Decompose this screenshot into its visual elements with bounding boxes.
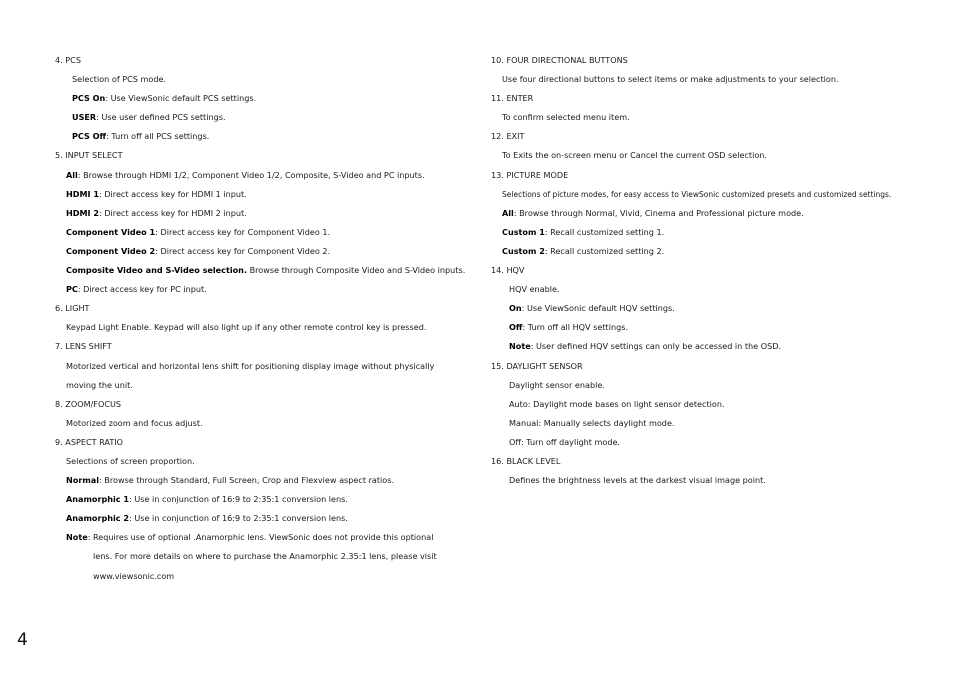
body-line [55,242,470,261]
section-heading [491,127,931,146]
term-label: All [502,207,514,218]
term-label: All [66,169,78,180]
line-text: lens. For more details on where to purchase the Anamorphic 2.35:1 lens, please visit [93,551,437,562]
body-line [55,357,470,376]
body-line [55,89,470,108]
term-label: Custom 1 [502,226,545,237]
body-line [491,280,931,299]
line-text: 12. EXIT [491,131,525,142]
term-label: Anamorphic 1 [66,494,130,505]
line-text: Motorized zoom and focus adjust. [66,417,203,428]
line-text: : User defined HQV settings can only be accessed in the OSD. [530,341,782,352]
line-text: : Direct access key for PC input. [77,284,207,295]
line-text: HQV enable. [509,284,560,295]
body-line [55,452,470,471]
line-text: : Browse through Normal, Vivid, Cinema and Professional picture mode. [513,207,804,218]
right-column [491,51,931,490]
line-text: : Use user defined PCS settings. [96,112,226,123]
section-heading [491,452,931,471]
body-line [55,490,470,509]
line-text: : Recall customized setting 2. [544,245,665,256]
body-line [491,204,931,223]
left-column [55,51,470,586]
term-label: On [509,303,522,314]
body-line [491,223,931,242]
line-text: : Use ViewSonic default PCS settings. [105,93,257,104]
body-line [55,261,470,280]
body-line [55,166,470,185]
body-line [55,127,470,146]
line-text: : Use ViewSonic default HQV settings. [521,303,675,314]
line-text: : Use in conjunction of 16:9 to 2:35:1 conversion lens. [129,494,348,505]
body-line [491,242,931,261]
body-line [491,108,931,127]
line-text: Selection of PCS mode. [72,74,167,85]
body-line [55,547,470,566]
term-label: HDMI 2 [66,207,100,218]
section-heading [491,51,931,70]
line-text: : Direct access key for Component Video 2. [155,245,331,256]
term-label: PCS On [72,93,106,104]
line-text: : Browse through Standard, Full Screen, Crop and Flexview aspect ratios. [99,475,395,486]
section-heading [491,261,931,280]
term-label: USER [72,112,97,123]
body-line [491,376,931,395]
line-text: Defines the brightness levels at the darkest visual image point. [509,475,766,486]
body-line [55,108,470,127]
term-label: Normal [66,475,99,486]
body-line [55,567,470,586]
body-line [491,70,931,89]
line-text: Off: Turn off daylight mode. [509,436,621,447]
line-text: To confirm selected menu item. [502,112,630,123]
section-heading [55,299,470,318]
line-text: 5. INPUT SELECT [55,150,123,161]
body-line [55,528,470,547]
line-text: 6. LIGHT [55,303,90,314]
line-text: 14. HQV [491,265,525,276]
body-line [55,185,470,204]
line-text: : Use in conjunction of 16:9 to 2:35:1 conversion lens. [129,513,348,524]
section-heading [491,166,931,185]
term-label: PC [66,284,78,295]
section-heading [55,146,470,165]
body-line [55,223,470,242]
line-text: Daylight sensor enable. [509,379,605,390]
term-label: Note [509,341,531,352]
line-text: 9. ASPECT RATIO [55,436,124,447]
term-label: Composite Video and S-Video selection. [66,265,248,276]
body-line [55,318,470,337]
line-text: : Recall customized setting 1. [544,226,665,237]
line-text: 13. PICTURE MODE [491,169,569,180]
body-line [491,299,931,318]
body-line [55,70,470,89]
line-text: : Requires use of optional .Anamorphic lens. ViewSonic does not provide this optional [87,532,434,543]
line-text: 15. DAYLIGHT SENSOR [491,360,583,371]
body-line [491,146,931,165]
line-text: : Browse through HDMI 1/2, Component Video 1/2, Composite, S-Video and PC inputs. [77,169,425,180]
line-text: Manual: Manually selects daylight mode. [509,417,675,428]
line-text: : Direct access key for HDMI 2 input. [99,207,247,218]
body-line [491,318,931,337]
body-line [491,471,931,490]
line-text: 11. ENTER [491,93,534,104]
section-heading [55,395,470,414]
section-heading [491,357,931,376]
term-label: Component Video 1 [66,226,156,237]
body-line [55,376,470,395]
body-line [491,395,931,414]
term-label: Component Video 2 [66,245,156,256]
line-text: moving the unit. [66,379,133,390]
term-label: Note [66,532,88,543]
term-label: Anamorphic 2 [66,513,130,524]
line-text: To Exits the on-screen menu or Cancel the current OSD selection. [502,150,767,161]
body-line [55,509,470,528]
line-text: : Direct access key for Component Video 1. [155,226,331,237]
line-text: : Turn off all HQV settings. [522,322,629,333]
body-line [491,414,931,433]
line-text: Auto: Daylight mode bases on light sensor detection. [509,398,725,409]
body-line [491,337,931,356]
body-line [55,414,470,433]
body-line [491,185,931,204]
line-text: Keypad Light Enable. Keypad will also light up if any other remote control key is pressed. [66,322,427,333]
section-heading [55,337,470,356]
term-label: Off [509,322,523,333]
line-text: 10. FOUR DIRECTIONAL BUTTONS [491,55,628,65]
line-text: 7. LENS SHIFT [55,341,112,352]
section-heading [491,89,931,108]
line-text: Use four directional buttons to select items or make adjustments to your selection. [502,74,839,85]
line-text: Browse through Composite Video and S-Video inputs. [247,265,466,276]
body-line [55,280,470,299]
body-line [491,433,931,452]
line-text: 16. BLACK LEVEL [491,455,561,466]
page-number: 4 [17,630,28,650]
section-heading [55,433,470,452]
line-text: Motorized vertical and horizontal lens shift for positioning display image without physically [66,360,435,371]
line-text: : Direct access key for HDMI 1 input. [99,188,247,199]
body-line [55,471,470,490]
line-text: : Turn off all PCS settings. [106,131,210,142]
term-label: PCS Off [72,131,107,142]
term-label: Custom 2 [502,245,545,256]
term-label: HDMI 1 [66,188,100,199]
line-text: Selections of picture modes, for easy access to ViewSonic customized presets and customized settings. [502,189,892,199]
body-line [55,204,470,223]
line-text: Selections of screen proportion. [66,455,195,466]
line-text: www.viewsonic.com [93,570,175,581]
line-text: 4. PCS [55,55,81,65]
section-heading [55,51,470,70]
line-text: 8. ZOOM/FOCUS [55,398,122,409]
